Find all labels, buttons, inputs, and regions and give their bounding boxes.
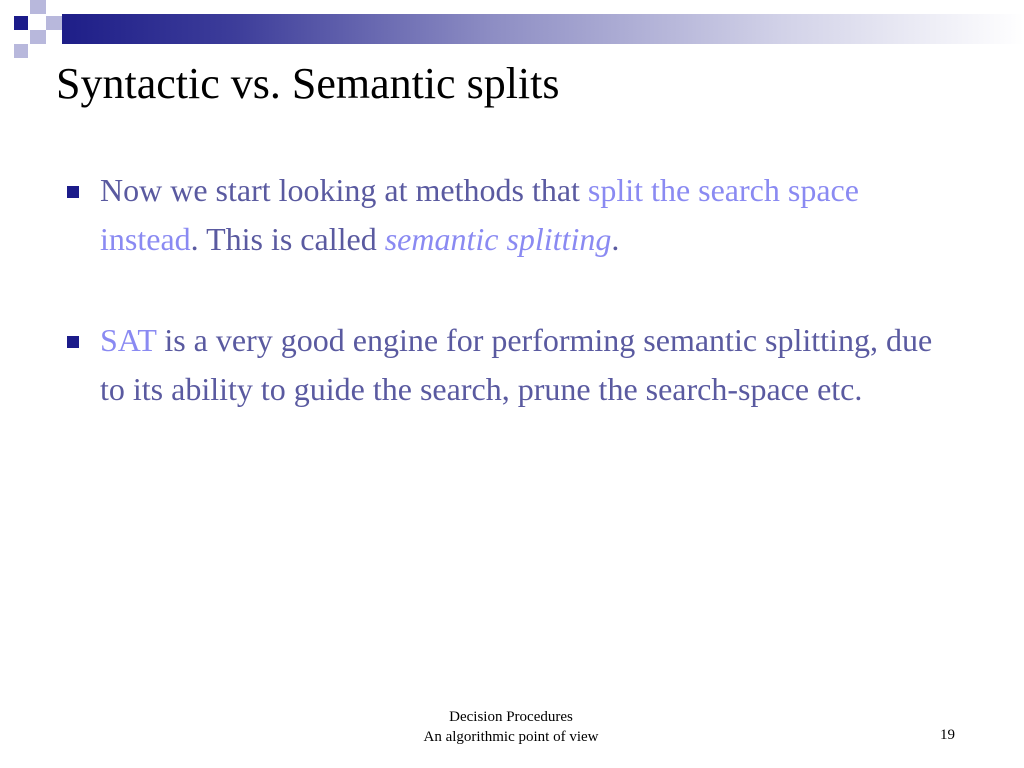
header-square-light-2 — [46, 16, 62, 30]
bullet-item-sat-engine — [64, 316, 964, 414]
footer-subtitle: An algorithmic point of view — [423, 729, 599, 745]
bullet-highlight-text: split the search space instead — [100, 172, 859, 257]
footer-course-title: Decision Procedures — [449, 709, 573, 725]
bullet-text-part: . — [611, 221, 620, 257]
header-square-light-4 — [14, 44, 28, 58]
bullet-emphasis-text: semantic splitting — [384, 221, 612, 257]
bullet-text-part: Now we start looking at methods that — [100, 172, 588, 208]
bullet-square-icon — [67, 186, 79, 198]
bullet-text-part: . This is called — [190, 221, 385, 257]
bullet-highlight-text: SAT — [100, 322, 157, 358]
header-gradient-bar — [62, 14, 1024, 44]
slide-title: Syntactic vs. Semantic splits — [56, 59, 560, 108]
bullet-item-semantic-splitting — [64, 166, 964, 264]
bullet-square-icon — [67, 336, 79, 348]
bullet-list — [64, 166, 964, 466]
slide-footer — [380, 707, 642, 747]
header-square-light-3 — [30, 30, 46, 44]
header-square-navy-1 — [14, 16, 28, 30]
header-square-light-1 — [30, 0, 46, 14]
page-number: 19 — [940, 727, 955, 743]
bullet-text-part: is a very good engine for performing semantic splitting, due to its ability to guide the search, prune the search-space etc. — [100, 322, 933, 407]
